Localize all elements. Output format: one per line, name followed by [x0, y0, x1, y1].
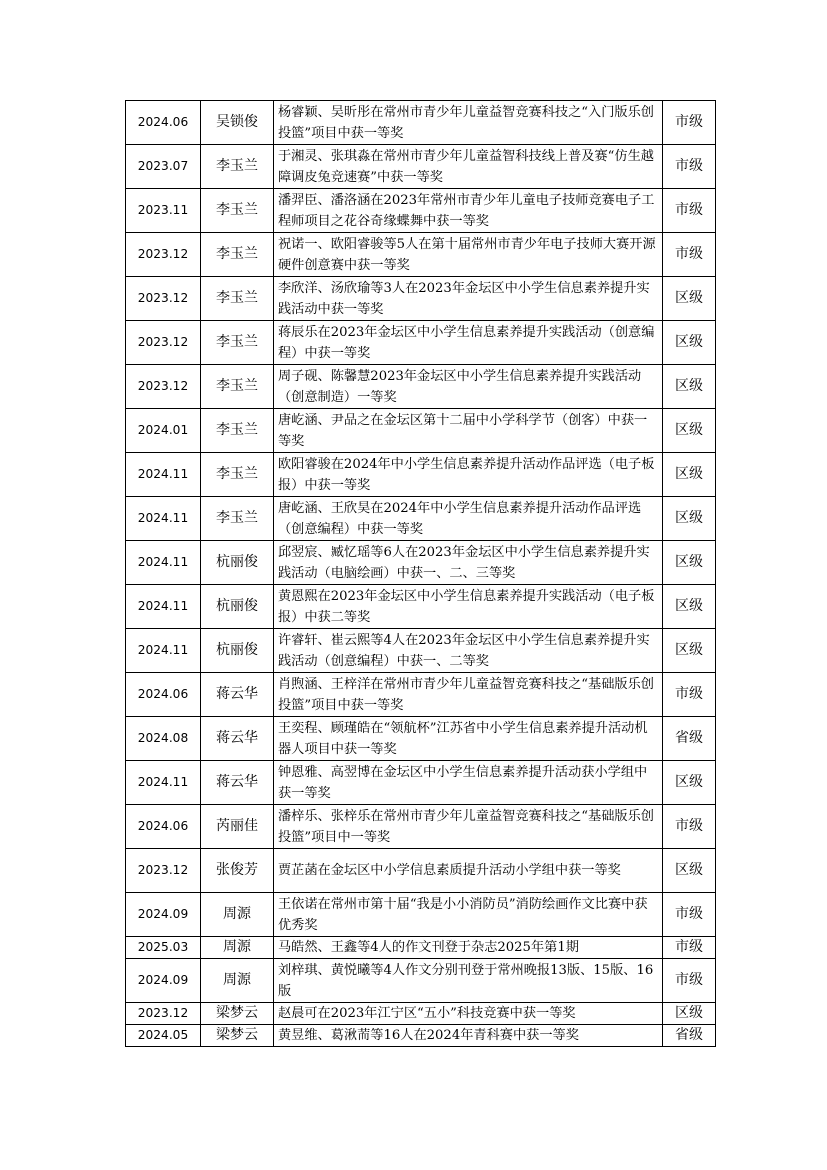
teacher-name: 蒋云华 — [201, 673, 274, 717]
award-date: 2023.07 — [126, 145, 201, 189]
award-level: 区级 — [663, 277, 716, 321]
award-date: 2024.06 — [126, 673, 201, 717]
award-level: 市级 — [663, 189, 716, 233]
award-level: 省级 — [663, 1025, 716, 1047]
award-description: 贾芷菡在金坛区中小学信息素质提升活动小学组中获一等奖 — [274, 849, 663, 893]
award-description: 钟恩雅、高翌博在金坛区中小学生信息素养提升活动获小学组中获一等奖 — [274, 761, 663, 805]
award-date: 2024.11 — [126, 541, 201, 585]
teacher-name: 李玉兰 — [201, 277, 274, 321]
award-date: 2023.12 — [126, 277, 201, 321]
table-row — [126, 409, 716, 453]
award-description: 刘梓琪、黄悦曦等4人作文分别刊登于常州晚报13版、15版、16版 — [274, 959, 663, 1003]
award-level: 市级 — [663, 959, 716, 1003]
award-level: 区级 — [663, 541, 716, 585]
teacher-name: 周源 — [201, 937, 274, 959]
award-description: 于湘灵、张琪淼在常州市青少年儿童益智科技线上普及赛“仿生越障调皮兔竞速赛”中获一等奖 — [274, 145, 663, 189]
award-description: 王奕程、顾瑾皓在“领航杯”江苏省中小学生信息素养提升活动机器人项目中获一等奖 — [274, 717, 663, 761]
award-level: 市级 — [663, 893, 716, 937]
table-row — [126, 321, 716, 365]
teacher-name: 周源 — [201, 893, 274, 937]
award-date: 2025.03 — [126, 937, 201, 959]
award-description: 潘羿臣、潘洛涵在2023年常州市青少年儿童电子技师竞赛电子工程师项目之花谷奇缘蝶舞中获一等奖 — [274, 189, 663, 233]
teacher-name: 杭丽俊 — [201, 629, 274, 673]
award-date: 2024.11 — [126, 497, 201, 541]
table-row — [126, 849, 716, 893]
award-description: 周子砚、陈馨慧2023年金坛区中小学生信息素养提升实践活动（创意制造）一等奖 — [274, 365, 663, 409]
award-level: 市级 — [663, 937, 716, 959]
award-description: 许睿轩、崔云熙等4人在2023年金坛区中小学生信息素养提升实践活动（创意编程）中获一、二等奖 — [274, 629, 663, 673]
award-date: 2024.09 — [126, 893, 201, 937]
award-date: 2023.12 — [126, 1003, 201, 1025]
table-row — [126, 1025, 716, 1047]
teacher-name: 李玉兰 — [201, 365, 274, 409]
award-date: 2024.06 — [126, 101, 201, 145]
award-level: 市级 — [663, 673, 716, 717]
table-row — [126, 761, 716, 805]
award-description: 欧阳睿骏在2024年中小学生信息素养提升活动作品评选（电子板报）中获一等奖 — [274, 453, 663, 497]
table-row — [126, 453, 716, 497]
award-date: 2023.12 — [126, 365, 201, 409]
teacher-name: 蒋云华 — [201, 761, 274, 805]
award-date: 2024.01 — [126, 409, 201, 453]
teacher-name: 梁梦云 — [201, 1025, 274, 1047]
teacher-name: 李玉兰 — [201, 145, 274, 189]
award-description: 蒋辰乐在2023年金坛区中小学生信息素养提升实践活动（创意编程）中获一等奖 — [274, 321, 663, 365]
award-level: 区级 — [663, 1003, 716, 1025]
award-date: 2024.08 — [126, 717, 201, 761]
award-level: 市级 — [663, 101, 716, 145]
award-description: 李欣洋、汤欣瑜等3人在2023年金坛区中小学生信息素养提升实践活动中获一等奖 — [274, 277, 663, 321]
table-row — [126, 541, 716, 585]
award-description: 唐屹涵、尹品之在金坛区第十二届中小学科学节（创客）中获一等奖 — [274, 409, 663, 453]
table-row — [126, 497, 716, 541]
award-level: 区级 — [663, 453, 716, 497]
award-level: 市级 — [663, 233, 716, 277]
award-date: 2024.11 — [126, 453, 201, 497]
teacher-name: 芮丽佳 — [201, 805, 274, 849]
award-date: 2024.11 — [126, 629, 201, 673]
award-level: 区级 — [663, 497, 716, 541]
award-level: 区级 — [663, 409, 716, 453]
award-date: 2023.11 — [126, 189, 201, 233]
table-row — [126, 959, 716, 1003]
award-level: 区级 — [663, 585, 716, 629]
teacher-name: 吴锁俊 — [201, 101, 274, 145]
award-level: 市级 — [663, 805, 716, 849]
award-date: 2023.12 — [126, 321, 201, 365]
award-date: 2024.11 — [126, 585, 201, 629]
teacher-name: 张俊芳 — [201, 849, 274, 893]
teacher-name: 蒋云华 — [201, 717, 274, 761]
award-description: 赵晨可在2023年江宁区“五小”科技竞赛中获一等奖 — [274, 1003, 663, 1025]
award-level: 区级 — [663, 849, 716, 893]
award-description: 黄恩熙在2023年金坛区中小学生信息素养提升实践活动（电子板报）中获二等奖 — [274, 585, 663, 629]
award-date: 2024.05 — [126, 1025, 201, 1047]
table-row — [126, 717, 716, 761]
table-row — [126, 629, 716, 673]
award-description: 唐屹涵、王欣昊在2024年中小学生信息素养提升活动作品评选（创意编程）中获一等奖 — [274, 497, 663, 541]
teacher-name: 李玉兰 — [201, 453, 274, 497]
table-row — [126, 145, 716, 189]
table-row — [126, 277, 716, 321]
table-row — [126, 585, 716, 629]
award-date: 2024.09 — [126, 959, 201, 1003]
table-row — [126, 189, 716, 233]
awards-table — [125, 100, 716, 1047]
teacher-name: 李玉兰 — [201, 409, 274, 453]
award-description: 王依诺在常州市第十届“我是小小消防员”消防绘画作文比赛中获优秀奖 — [274, 893, 663, 937]
table-row — [126, 233, 716, 277]
award-date: 2023.12 — [126, 233, 201, 277]
award-date: 2023.12 — [126, 849, 201, 893]
teacher-name: 李玉兰 — [201, 233, 274, 277]
award-level: 省级 — [663, 717, 716, 761]
award-description: 杨睿颖、吴昕彤在常州市青少年儿童益智竞赛科技之“入门版乐创投篮”项目中获一等奖 — [274, 101, 663, 145]
award-description: 潘梓乐、张梓乐在常州市青少年儿童益智竞赛科技之“基础版乐创投篮”项目中一等奖 — [274, 805, 663, 849]
teacher-name: 杭丽俊 — [201, 541, 274, 585]
award-description: 祝诺一、欧阳睿骏等5人在第十届常州市青少年电子技师大赛开源硬件创意赛中获一等奖 — [274, 233, 663, 277]
award-level: 区级 — [663, 365, 716, 409]
teacher-name: 杭丽俊 — [201, 585, 274, 629]
award-description: 黄昱维、葛湫荋等16人在2024年青科赛中获一等奖 — [274, 1025, 663, 1047]
table-row — [126, 1003, 716, 1025]
table-row — [126, 673, 716, 717]
teacher-name: 李玉兰 — [201, 189, 274, 233]
award-level: 区级 — [663, 761, 716, 805]
table-row — [126, 101, 716, 145]
award-level: 区级 — [663, 321, 716, 365]
award-description: 马皓然、王鑫等4人的作文刊登于杂志2025年第1期 — [274, 937, 663, 959]
award-description: 邱翌宸、臧忆瑶等6人在2023年金坛区中小学生信息素养提升实践活动（电脑绘画）中获一、二、三等奖 — [274, 541, 663, 585]
teacher-name: 李玉兰 — [201, 497, 274, 541]
award-level: 市级 — [663, 145, 716, 189]
teacher-name: 周源 — [201, 959, 274, 1003]
table-row — [126, 365, 716, 409]
award-level: 区级 — [663, 629, 716, 673]
table-row — [126, 805, 716, 849]
award-description: 肖煦涵、王梓洋在常州市青少年儿童益智竞赛科技之“基础版乐创投篮”项目中获一等奖 — [274, 673, 663, 717]
award-date: 2024.06 — [126, 805, 201, 849]
table-row — [126, 937, 716, 959]
teacher-name: 李玉兰 — [201, 321, 274, 365]
table-row — [126, 893, 716, 937]
award-date: 2024.11 — [126, 761, 201, 805]
teacher-name: 梁梦云 — [201, 1003, 274, 1025]
